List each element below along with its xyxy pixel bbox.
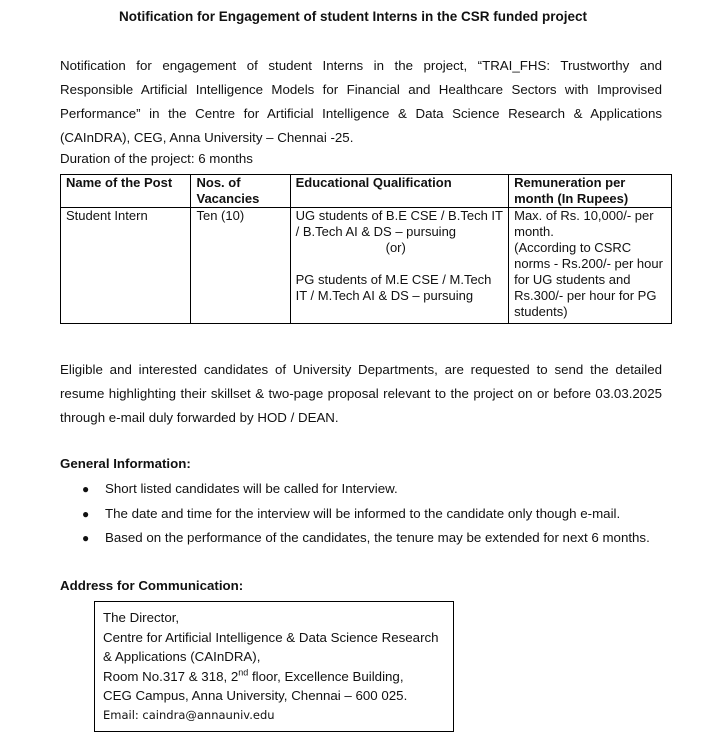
cell-qualification [290,208,509,324]
address-line: CEG Campus, Anna University, Chennai – 600 025. [103,688,408,703]
address-line: The Director, [103,610,180,625]
address-heading: Address for Communication: [60,578,244,593]
header-qualification: Educational Qualification [290,175,509,208]
general-info-heading: General Information: [60,456,191,471]
notification-title: Notification for Engagement of student Interns in the CSR funded project [118,9,587,24]
header-remuneration: Remuneration per month (In Rupees) [509,175,672,208]
header-vacancies: Nos. of Vacancies [191,175,290,208]
list-item-text: The date and time for the interview will be informed to the candidate only though e-mail. [105,505,621,521]
general-info-list [82,478,650,552]
cell-remuneration [509,208,672,324]
address-building: floor, Excellence Building, [248,668,404,684]
contact-email[interactable]: Email: caindra@annauniv.edu [103,707,275,722]
project-duration: Duration of the project: 6 months [60,151,253,166]
address-line [103,667,453,687]
bullet-icon: ● [82,506,90,521]
cell-post: Student Intern [61,208,191,324]
address-line: & Applications (CAInDRA), [103,649,261,664]
bullet-icon: ● [82,531,90,545]
remuneration-note: (According to CSRC norms - Rs.200/- per hour for UG students and Rs.300/- per hour for PG students) [514,240,663,319]
address-room: Room No.317 & 318, 2 [103,668,239,684]
address-box [94,601,454,732]
list-item [82,478,650,503]
cell-vacancies: Ten (10) [191,208,290,324]
bullet-icon: ● [82,482,90,496]
eligibility-paragraph: Eligible and interested candidates of University Departments, are requested to send the detailed resume highlighting their skillset & two-page proposal relevant to the project on or before 03.03.2025 through e-mail duly forwarded by HOD / DEAN. [60,362,662,425]
header-post: Name of the Post [61,175,191,208]
address-line: Centre for Artificial Intelligence & Data Science Research [103,629,439,645]
qualification-spacer [296,256,504,272]
list-item-text: Based on the performance of the candidates, the tenure may be extended for next 6 months. [105,530,650,545]
list-item [82,527,650,552]
table-row [61,208,672,324]
table-header-row [61,175,672,208]
qualification-pg: PG students of M.E CSE / M.Tech IT / M.Tech AI & DS – pursuing [295,272,492,303]
intro-paragraph: Notification for engagement of student Interns in the project, “TRAI_FHS: Trustworthy and Responsible Artificial Intelligence Models for Financial and Healthcare Sectors with Improvised Performance” in the Centre for Artificial Intelligence & Data Science Research & Applications (CAInDRA), CEG, Anna University – Chennai -25. [60,58,662,145]
qualification-ug: UG students of B.E CSE / B.Tech IT / B.Tech AI & DS – pursuing [295,208,503,239]
vacancy-table [60,174,672,324]
qualification-or: (or) [385,240,406,255]
ordinal-suffix: nd [238,667,249,678]
list-item-text: Short listed candidates will be called for Interview. [105,481,398,496]
remuneration-max: Max. of Rs. 10,000/- per month. [514,208,654,239]
list-item [82,503,650,528]
